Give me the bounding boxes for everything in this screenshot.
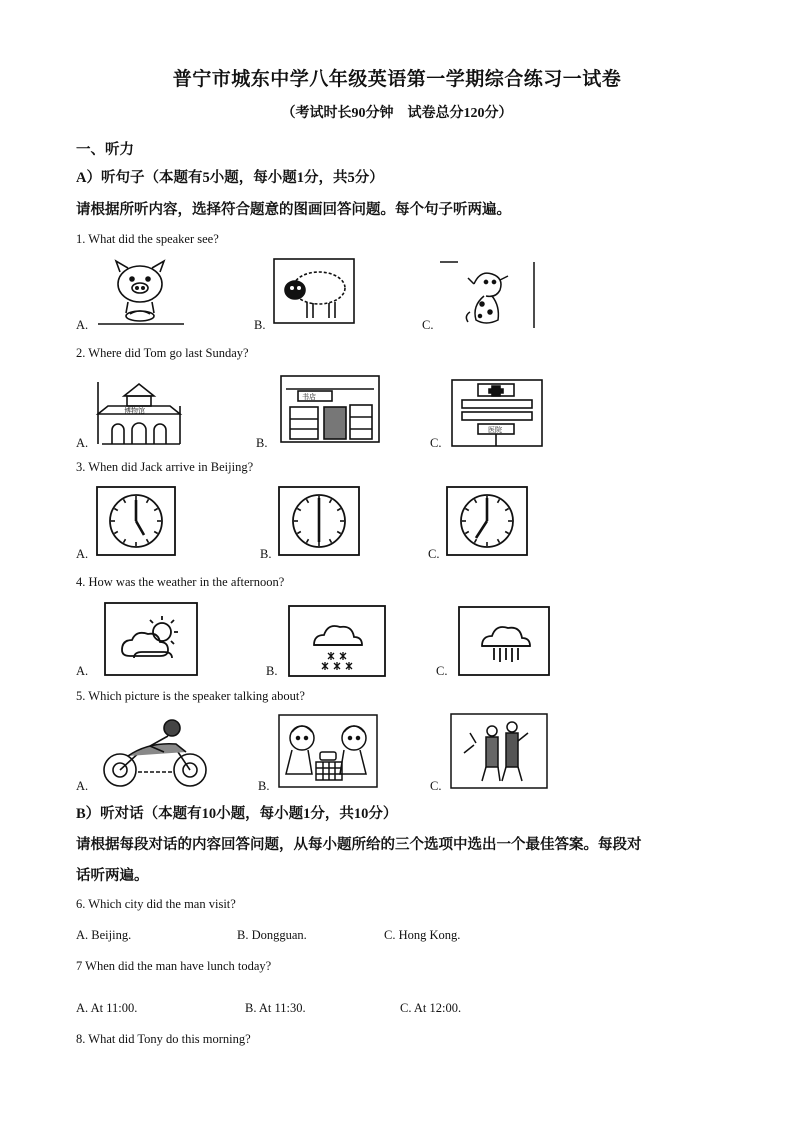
option-label-c: C. [436,664,448,678]
option-label-c: C. [428,547,440,561]
clock-icon-a [96,486,176,556]
hospital-sign: 医院 [488,426,502,434]
rain-icon [458,606,550,676]
option-label-a: A. [76,318,89,332]
dog-icon [438,260,536,330]
option-b: B. At 11:30. [245,1001,306,1015]
question-4: 4. How was the weather in the afternoon? [76,575,285,589]
question-7: 7 When did the man have lunch today? [76,959,272,973]
clock-icon-c [446,486,528,556]
question-2: 2. Where did Tom go last Sunday? [76,346,249,360]
sheep-icon [273,258,355,324]
chess-players-icon [278,714,378,788]
option-label-a: A. [76,547,89,561]
museum-icon [94,380,184,446]
option-label-a: A. [76,779,89,793]
bookstore-sign: 书店 [302,393,316,401]
option-b: B. Dongguan. [237,928,307,942]
page-subtitle: （考试时长90分钟 试卷总分120分） [281,106,513,121]
option-c: C. Hong Kong. [384,928,461,942]
question-1: 1. What did the speaker see? [76,232,219,246]
option-label-a: A. [76,664,89,678]
option-label-c: C. [430,436,442,450]
part-b-heading: B）听对话（本题有10小题，每小题1分，共10分） [76,806,398,822]
pig-icon [98,258,188,328]
option-label-a: A. [76,436,89,450]
motorbike-icon [98,716,212,792]
dancers-icon [450,713,548,789]
section-heading-listening: 一、听力 [76,142,134,158]
part-a-heading: A）听句子（本题有5小题，每小题1分，共5分） [76,170,384,186]
question-6: 6. Which city did the man visit? [76,897,236,911]
option-label-b: B. [254,318,266,332]
snow-icon [288,605,386,677]
option-c: C. At 12:00. [400,1001,462,1015]
option-label-c: C. [422,318,434,332]
bookstore-icon [280,375,380,443]
cloudy-sun-icon [104,602,198,676]
option-label-b: B. [266,664,278,678]
part-b-instruction-line1: 请根据每段对话的内容回答问题，从每小题所给的三个选项中选出一个最佳答案。每段对 [76,837,642,853]
hospital-icon [448,378,546,448]
museum-sign: 博物馆 [124,407,145,415]
option-a: A. Beijing. [76,928,132,942]
option-label-b: B. [260,547,272,561]
page-title: 普宁市城东中学八年级英语第一学期综合练习一试卷 [172,69,622,90]
question-3: 3. When did Jack arrive in Beijing? [76,460,254,474]
option-label-b: B. [256,436,268,450]
option-a: A. At 11:00. [76,1001,138,1015]
clock-icon-b [278,486,360,556]
question-5: 5. Which picture is the speaker talking about? [76,689,305,703]
option-label-b: B. [258,779,270,793]
part-a-instruction: 请根据所听内容，选择符合题意的图画回答问题。每个句子听两遍。 [76,202,511,218]
option-label-c: C. [430,779,442,793]
question-8: 8. What did Tony do this morning? [76,1032,251,1046]
part-b-instruction-line2: 话听两遍。 [76,868,149,884]
